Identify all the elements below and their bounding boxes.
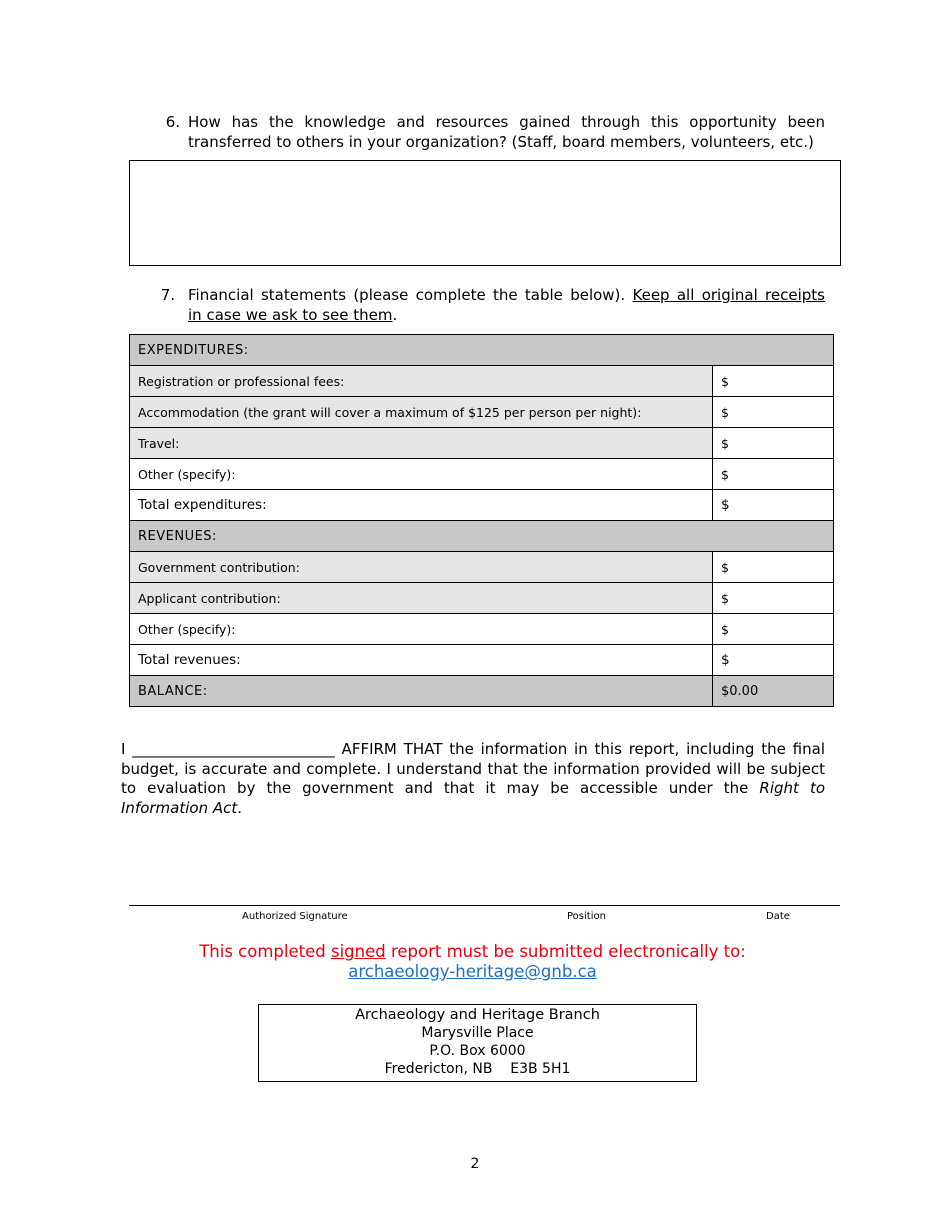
question-6-line2: transferred to others in your organization? (Staff, board members, volunteers, etc.) bbox=[188, 133, 814, 151]
travel-label: Travel: bbox=[130, 428, 713, 459]
table-row bbox=[130, 397, 834, 428]
table-row bbox=[130, 552, 834, 583]
other-expenditures-amount[interactable]: $ bbox=[713, 459, 834, 490]
address-box bbox=[258, 1004, 697, 1082]
notice-before: This completed bbox=[199, 942, 331, 961]
total-expenditures-amount[interactable]: $ bbox=[713, 490, 834, 521]
revenues-header-row bbox=[130, 521, 834, 552]
expenditures-header: EXPENDITURES: bbox=[130, 335, 834, 366]
other-revenues-label: Other (specify): bbox=[130, 614, 713, 645]
address-city: Fredericton, NB E3B 5H1 bbox=[384, 1061, 571, 1077]
notice-line bbox=[150, 942, 795, 962]
affirmation-body: I ___________________________ AFFIRM THAT the information in this report, including the final budget, is accurate and complete. I understand that the information provided will be subject to evaluation by the government and that it may be accessible under the bbox=[121, 740, 825, 797]
expenditures-header-row bbox=[130, 335, 834, 366]
accommodation-label: Accommodation (the grant will cover a maximum of $125 per person per night): bbox=[130, 397, 713, 428]
affirmation-end: . bbox=[237, 798, 243, 817]
total-revenues-amount[interactable]: $ bbox=[713, 645, 834, 676]
page-number: 2 bbox=[470, 1156, 480, 1172]
government-contribution-amount[interactable]: $ bbox=[713, 552, 834, 583]
applicant-contribution-amount[interactable]: $ bbox=[713, 583, 834, 614]
registration-amount[interactable]: $ bbox=[713, 366, 834, 397]
signature-line[interactable] bbox=[129, 905, 840, 906]
question-6-number: 6. bbox=[165, 113, 180, 131]
table-row bbox=[130, 428, 834, 459]
question-7-line2 bbox=[188, 305, 397, 325]
affirmation-text bbox=[121, 740, 825, 818]
address-branch: Archaeology and Heritage Branch bbox=[355, 1007, 600, 1023]
notice-signed: signed bbox=[330, 942, 386, 961]
date-label: Date bbox=[766, 911, 790, 922]
balance-amount: $0.00 bbox=[713, 676, 834, 707]
question-7-text: Financial statements (please complete the table below). bbox=[188, 286, 626, 304]
other-revenues-amount[interactable]: $ bbox=[713, 614, 834, 645]
total-revenues-label: Total revenues: bbox=[130, 645, 713, 676]
receipts-note-cont: in case we ask to see them bbox=[188, 306, 393, 324]
table-row bbox=[130, 583, 834, 614]
revenues-header: REVENUES: bbox=[130, 521, 834, 552]
financial-table bbox=[129, 334, 834, 707]
authorized-signature-label: Authorized Signature bbox=[242, 911, 348, 922]
travel-amount[interactable]: $ bbox=[713, 428, 834, 459]
receipts-note: Keep all original receipts bbox=[632, 286, 825, 304]
address-building: Marysville Place bbox=[421, 1025, 534, 1041]
question-6-answer-box[interactable] bbox=[129, 160, 841, 266]
table-row bbox=[130, 645, 834, 676]
applicant-contribution-label: Applicant contribution: bbox=[130, 583, 713, 614]
balance-row bbox=[130, 676, 834, 707]
right-to-information-act: Right to Information Act bbox=[121, 779, 825, 817]
accommodation-amount[interactable]: $ bbox=[713, 397, 834, 428]
question-7-number: 7. bbox=[160, 286, 175, 304]
email-link[interactable]: archaeology-heritage@gnb.ca bbox=[348, 962, 597, 981]
registration-label: Registration or professional fees: bbox=[130, 366, 713, 397]
balance-label: BALANCE: bbox=[130, 676, 713, 707]
table-row bbox=[130, 490, 834, 521]
question-7-line1 bbox=[188, 285, 825, 305]
submission-notice bbox=[150, 942, 795, 982]
other-expenditures-label: Other (specify): bbox=[130, 459, 713, 490]
position-label: Position bbox=[567, 911, 606, 922]
notice-after: report must be submitted electronically to: bbox=[385, 942, 746, 961]
table-row bbox=[130, 459, 834, 490]
government-contribution-label: Government contribution: bbox=[130, 552, 713, 583]
table-row bbox=[130, 366, 834, 397]
question-7-period: . bbox=[392, 306, 398, 324]
table-row bbox=[130, 614, 834, 645]
question-6-line1: How has the knowledge and resources gained through this opportunity been bbox=[188, 113, 825, 131]
total-expenditures-label: Total expenditures: bbox=[130, 490, 713, 521]
address-po-box: P.O. Box 6000 bbox=[429, 1043, 526, 1059]
